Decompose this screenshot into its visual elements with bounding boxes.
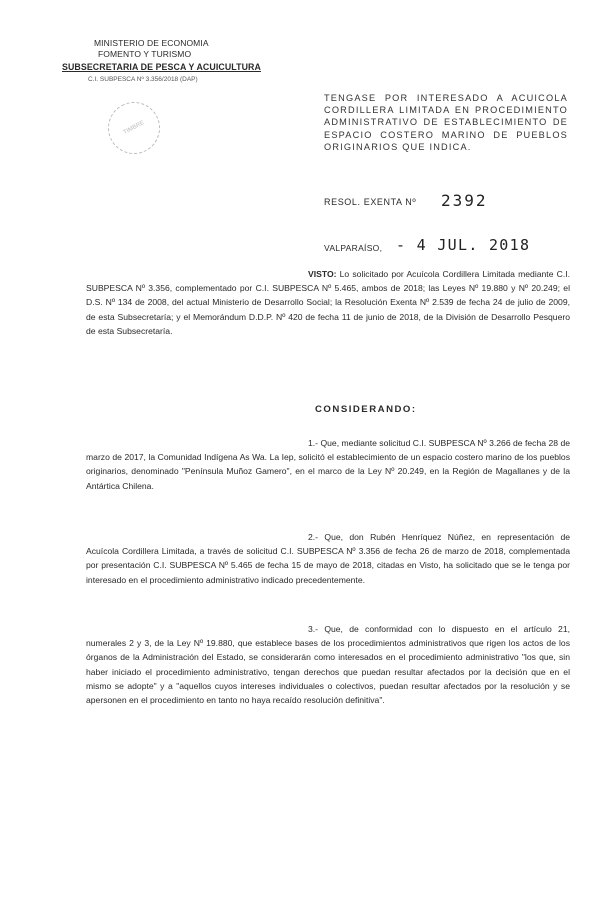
visto-paragraph	[86, 267, 570, 338]
item-number: 2.-	[308, 532, 319, 542]
considerando-item-3	[86, 622, 570, 707]
item-text: Que, de conformidad con lo dispuesto en el artículo 21, numerales 2 y 3, de la Ley Nº 19.880, que establece bases de los procedimientos administrativos que rigen los actos de los órganos de la Administración del Estado, se considerarán como interesados en el procedimiento administrativo "los que, sin haber iniciado el procedimiento administrativo, tengan derechos que puedan resultar afectados por la decisión que en el mismo se adopte" y a "aquellos cuyos intereses individuales o colectivos, puedan resultar afectados por la resolución y se apersonen en el procedimiento en tanto no haya recaído resolución definitiva".	[86, 624, 570, 706]
visto-text: Lo solicitado por Acuícola Cordillera Limitada mediante C.I. SUBPESCA Nº 3.356, complementado por C.I. SUBPESCA Nº 5.465, ambos de 2018; las Leyes Nº 19.880 y Nº 20.249; el D.S. Nº 134 de 2008, del actual Ministerio de Desarrollo Social; la Resolución Exenta Nº 2.539 de fecha 24 de julio de 2009, de esta Subsecretaría; y el Memorándum D.D.P. Nº 420 de fecha 11 de junio de 2018, de la División de Desarrollo Pesquero de esta Subsecretaría.	[86, 269, 570, 336]
item-text: Que, don Rubén Henríquez Núñez, en representación de Acuícola Cordillera Limitada, a través de solicitud C.I. SUBPESCA Nº 3.356 de fecha 26 de marzo de 2018, complementada por presentación C.I. SUBPESCA Nº 5.465 de fecha 15 de mayo de 2018, citadas en Visto, ha solicitado que se le tenga por interesado en el procedimiento administrativo indicado precedentemente.	[86, 532, 570, 585]
item-text: Que, mediante solicitud C.I. SUBPESCA Nº 3.266 de fecha 28 de marzo de 2017, la Comunidad Indígena As Wa. La Iep, solicitó el establecimiento de un espacio costero marino de los pueblos originarios, denominado "Península Muñoz Gamero", en el marco de la Ley Nº 20.249, en la Región de Magallanes y de la Antártica Chilena.	[86, 438, 571, 491]
considerando-item-1	[86, 436, 570, 493]
item-number: 1.-	[308, 438, 319, 448]
considerando-item-2	[86, 530, 570, 587]
visto-label: VISTO:	[308, 269, 337, 279]
item-number: 3.-	[308, 624, 319, 634]
reference-line: C.I. SUBPESCA Nº 3.356/2018 (DAP)	[88, 76, 198, 83]
ministry-line2: FOMENTO Y TURISMO	[98, 49, 192, 59]
considerando-heading: CONSIDERANDO:	[315, 404, 417, 415]
date-value: - 4 JUL. 2018	[396, 236, 531, 254]
stamp-label: TIMBRE	[122, 120, 146, 136]
resolution-label: RESOL. EXENTA Nº	[324, 197, 417, 207]
subsecretaria-title: SUBSECRETARIA DE PESCA Y ACUICULTURA	[62, 62, 261, 72]
ministry-line1: MINISTERIO DE ECONOMIA	[94, 38, 209, 48]
document-title: TENGASE POR INTERESADO A ACUICOLA CORDILLERA LIMITADA EN PROCEDIMIENTO ADMINISTRATIVO DE ESTABLECIMIENTO DE ESPACIO COSTERO MARINO DE PUEBLOS ORIGINARIOS QUE INDICA.	[324, 93, 568, 152]
faint-stamp	[99, 93, 169, 163]
resolution-number: 2392	[441, 191, 488, 210]
date-city: VALPARAÍSO,	[324, 243, 383, 253]
